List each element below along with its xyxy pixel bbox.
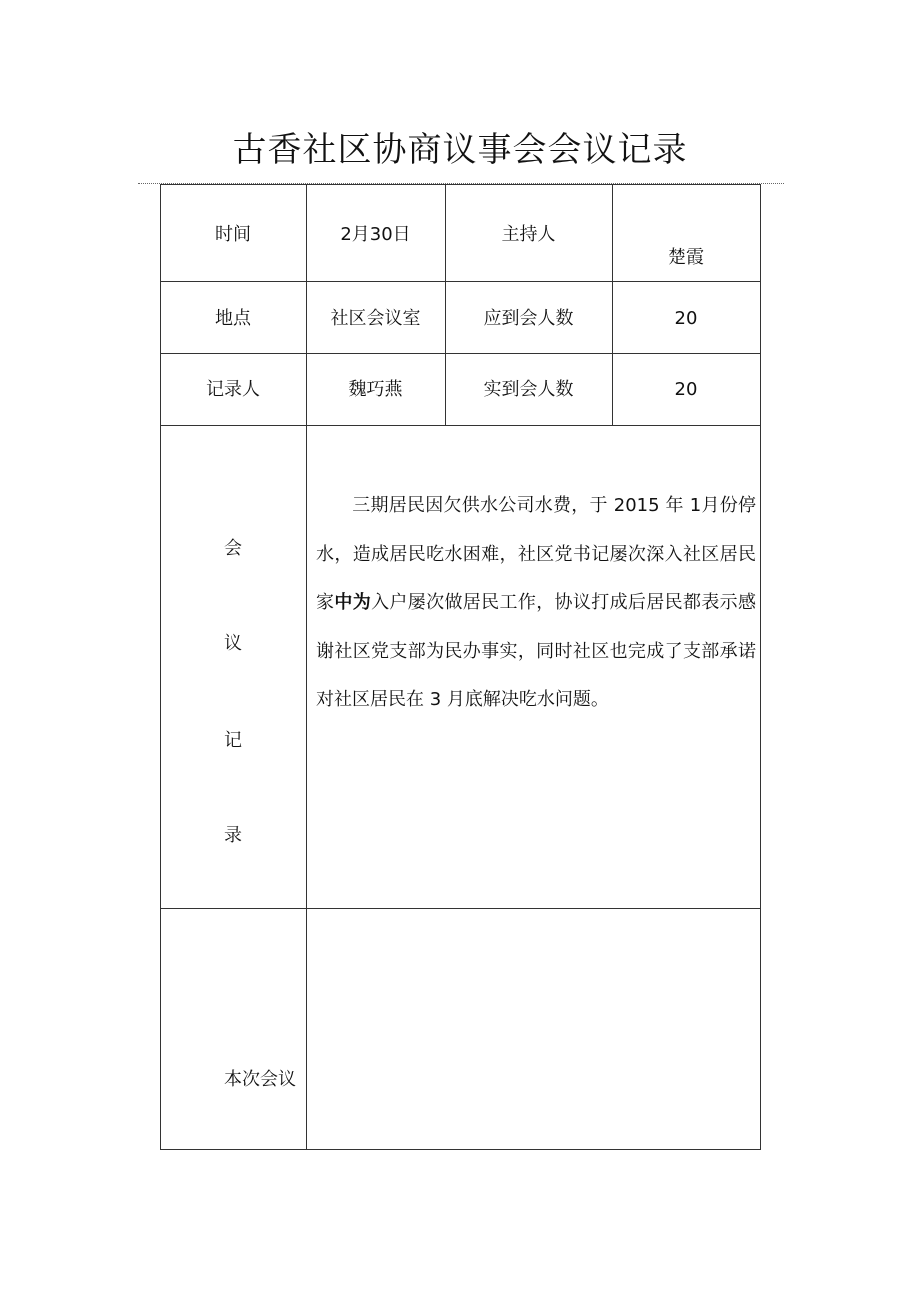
this-meeting-content xyxy=(316,920,746,1140)
minutes-text-part1: 三期居民因欠供水公司水费，于 2015 年 1月份停水，造成居民吃水困难，社区党书记屡次深入社区居民家 xyxy=(316,495,756,613)
record-label-char: 记 xyxy=(224,730,242,751)
host-label: 主持人 xyxy=(501,224,556,245)
expected-count: 20 xyxy=(674,308,698,329)
recorder-name: 魏巧燕 xyxy=(348,379,403,400)
meeting-date: 2月30日 xyxy=(340,224,411,245)
place-label: 地点 xyxy=(215,308,251,329)
host-name: 楚霞 xyxy=(668,247,704,268)
record-label-char: 会 xyxy=(224,538,242,559)
attended-label: 实到会人数 xyxy=(483,379,574,400)
expected-label: 应到会人数 xyxy=(483,308,574,329)
this-meeting-label: 本次会议 xyxy=(224,1069,296,1090)
meeting-place: 社区会议室 xyxy=(330,308,421,329)
record-label-char: 录 xyxy=(224,825,242,846)
time-label: 时间 xyxy=(215,224,251,245)
record-label-char: 议 xyxy=(224,633,242,654)
minutes-text-part2: 入户屡次做居民工作，协议打成后居民都表示感谢社区党支部为民办事实，同时社区也完成了支部承诺对社区居民在 3 月底解决吃水问题。 xyxy=(316,592,757,710)
minutes-text-bold: 中为 xyxy=(334,592,372,613)
document-title: 古香社区协商议事会会议记录 xyxy=(232,130,688,170)
recorder-label: 记录人 xyxy=(206,379,260,400)
attended-count: 20 xyxy=(674,379,698,400)
meeting-minutes xyxy=(316,482,756,725)
